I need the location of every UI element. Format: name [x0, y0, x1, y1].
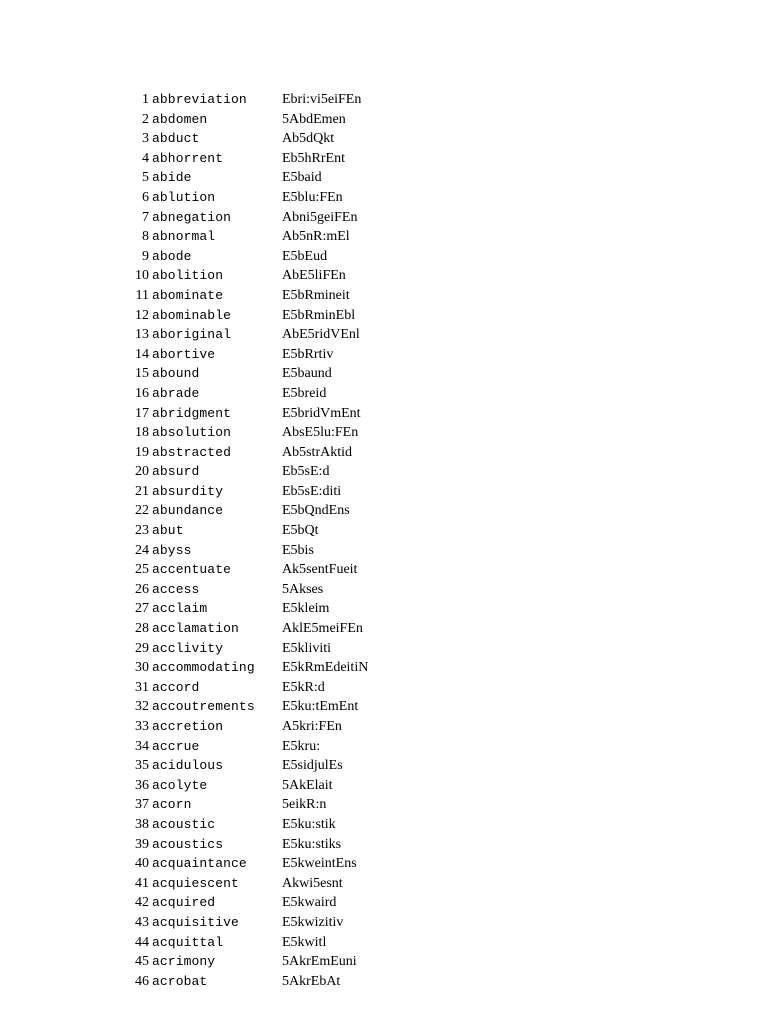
- entry-phonetic: E5bRrtiv: [282, 346, 334, 362]
- entry-word: abridgment: [152, 405, 232, 421]
- entry-number: 35: [135, 758, 149, 774]
- entry-word: abnegation: [152, 209, 232, 225]
- entry-number: 24: [135, 542, 149, 558]
- entry-number: 29: [135, 640, 149, 656]
- entry-number: 11: [135, 287, 149, 303]
- list-item: [118, 521, 418, 541]
- entry-word: abortive: [152, 346, 216, 362]
- list-item: [118, 247, 418, 267]
- entry-phonetic: E5ku:tEmEnt: [282, 699, 359, 715]
- entry-word: acoustics: [152, 836, 224, 852]
- entry-phonetic: E5kleim: [282, 601, 330, 617]
- entry-word: accord: [152, 679, 200, 695]
- entry-number: 37: [135, 797, 149, 813]
- entry-number: 36: [135, 777, 149, 793]
- entry-word: acquisitive: [152, 914, 239, 930]
- list-item: [118, 443, 418, 463]
- list-item: [118, 874, 418, 894]
- entry-word: aboriginal: [152, 327, 232, 343]
- list-item: [118, 90, 418, 110]
- entry-phonetic: 5AkrEbAt: [282, 973, 341, 989]
- entry-word: acolyte: [152, 777, 208, 793]
- entry-word: acorn: [152, 797, 192, 813]
- entry-phonetic: 5eikR:n: [282, 797, 327, 813]
- entry-number: 10: [135, 268, 149, 284]
- entry-phonetic: A5kri:FEn: [282, 719, 342, 734]
- entry-word: access: [152, 581, 200, 597]
- entry-word: acquiescent: [152, 875, 239, 891]
- entry-phonetic: E5sidjulEs: [282, 758, 343, 774]
- entry-phonetic: E5baid: [282, 170, 322, 186]
- entry-phonetic: E5bRmineit: [282, 287, 350, 303]
- list-item: [118, 541, 418, 561]
- list-item: [118, 149, 418, 169]
- entry-number: 19: [135, 444, 149, 460]
- entry-number: 8: [142, 229, 149, 245]
- list-item: [118, 893, 418, 913]
- list-item: [118, 208, 418, 228]
- entry-number: 12: [135, 307, 149, 323]
- entry-phonetic: Eb5sE:diti: [282, 483, 342, 499]
- entry-word: abominable: [152, 307, 232, 323]
- entry-number: 22: [135, 503, 149, 519]
- entry-phonetic: Ab5nR:mEl: [282, 229, 350, 245]
- list-item: [118, 913, 418, 933]
- entry-word: acquittal: [152, 934, 224, 950]
- entry-phonetic: E5bRminEbl: [282, 307, 356, 323]
- entry-number: 39: [135, 836, 149, 852]
- entry-word: accretion: [152, 719, 224, 734]
- entry-phonetic: AbE5liFEn: [282, 268, 346, 284]
- entry-number: 20: [135, 464, 149, 480]
- entry-phonetic: 5Akses: [282, 581, 324, 597]
- list-item: [118, 795, 418, 815]
- list-item: [118, 188, 418, 208]
- entry-number: 7: [142, 209, 149, 225]
- entry-phonetic: E5bQt: [282, 523, 319, 539]
- vocabulary-list: [118, 90, 418, 991]
- list-item: [118, 286, 418, 306]
- list-item: [118, 835, 418, 855]
- entry-phonetic: E5kru:: [282, 738, 321, 754]
- entry-phonetic: E5bQndEns: [282, 503, 350, 519]
- entry-phonetic: E5kwaird: [282, 895, 337, 911]
- entry-number: 33: [135, 719, 149, 734]
- list-item: [118, 737, 418, 757]
- entry-phonetic: E5kweintEns: [282, 856, 357, 872]
- list-item: [118, 560, 418, 580]
- entry-phonetic: Eb5sE:d: [282, 464, 330, 480]
- entry-word: abrade: [152, 385, 200, 401]
- entry-word: accommodating: [152, 660, 255, 676]
- list-item: [118, 129, 418, 149]
- entry-word: acoustic: [152, 816, 216, 832]
- list-item: [118, 952, 418, 972]
- list-item: [118, 756, 418, 776]
- entry-phonetic: 5AbdEmen: [282, 111, 346, 127]
- list-item: [118, 384, 418, 404]
- entry-number: 4: [142, 150, 149, 166]
- list-item: [118, 580, 418, 600]
- entry-word: abstracted: [152, 444, 232, 460]
- list-item: [118, 619, 418, 639]
- entry-phonetic: Akwi5esnt: [282, 875, 343, 891]
- entry-phonetic: Ak5sentFueit: [282, 562, 358, 578]
- entry-number: 5: [142, 170, 149, 186]
- entry-phonetic: AklE5meiFEn: [282, 621, 363, 637]
- entry-phonetic: Ebri:vi5eiFEn: [282, 92, 362, 107]
- list-item: [118, 854, 418, 874]
- list-item: [118, 501, 418, 521]
- entry-phonetic: AbsE5lu:FEn: [282, 425, 359, 441]
- list-item: [118, 972, 418, 992]
- entry-phonetic: E5kR:d: [282, 679, 325, 695]
- list-item: [118, 345, 418, 365]
- entry-number: 16: [135, 385, 149, 401]
- entry-number: 42: [135, 895, 149, 911]
- entry-word: abut: [152, 523, 184, 539]
- entry-number: 23: [135, 523, 149, 539]
- entry-number: 17: [135, 405, 149, 421]
- entry-number: 43: [135, 914, 149, 930]
- entry-phonetic: E5kliviti: [282, 640, 331, 656]
- entry-word: acrobat: [152, 973, 208, 989]
- list-item: [118, 639, 418, 659]
- entry-word: acclivity: [152, 640, 224, 656]
- entry-number: 34: [135, 738, 149, 754]
- list-item: [118, 658, 418, 678]
- entry-word: acrimony: [152, 954, 216, 970]
- entry-phonetic: E5kwizitiv: [282, 914, 344, 930]
- entry-number: 2: [142, 111, 149, 127]
- entry-number: 27: [135, 601, 149, 617]
- entry-word: absurd: [152, 464, 200, 480]
- entry-number: 38: [135, 816, 149, 832]
- entry-phonetic: AbE5ridVEnl: [282, 327, 360, 343]
- entry-word: absurdity: [152, 483, 224, 499]
- entry-phonetic: E5kwitl: [282, 934, 327, 950]
- entry-phonetic: E5breid: [282, 385, 327, 401]
- entry-number: 45: [135, 954, 149, 970]
- list-item: [118, 678, 418, 698]
- entry-word: abhorrent: [152, 150, 224, 166]
- entry-number: 40: [135, 856, 149, 872]
- list-item: [118, 266, 418, 286]
- list-item: [118, 423, 418, 443]
- list-item: [118, 168, 418, 188]
- entry-number: 26: [135, 581, 149, 597]
- entry-number: 30: [135, 660, 149, 676]
- entry-number: 21: [135, 483, 149, 499]
- entry-phonetic: E5blu:FEn: [282, 189, 343, 205]
- entry-word: absolution: [152, 425, 232, 441]
- list-item: [118, 776, 418, 796]
- entry-word: abyss: [152, 542, 192, 558]
- entry-word: abolition: [152, 268, 224, 284]
- entry-number: 46: [135, 973, 149, 989]
- list-item: [118, 697, 418, 717]
- entry-number: 18: [135, 425, 149, 441]
- entry-phonetic: E5bEud: [282, 248, 328, 264]
- list-item: [118, 933, 418, 953]
- entry-number: 6: [142, 189, 149, 205]
- entry-word: abominate: [152, 287, 224, 303]
- entry-word: abbreviation: [152, 92, 247, 107]
- entry-word: ablution: [152, 189, 216, 205]
- entry-number: 15: [135, 366, 149, 382]
- list-item: [118, 306, 418, 326]
- entry-word: abide: [152, 170, 192, 186]
- entry-phonetic: E5ku:stiks: [282, 836, 342, 852]
- entry-word: abode: [152, 248, 192, 264]
- entry-phonetic: Eb5hRrEnt: [282, 150, 345, 166]
- list-item: [118, 482, 418, 502]
- list-item: [118, 815, 418, 835]
- entry-word: accrue: [152, 738, 200, 754]
- entry-number: 9: [142, 248, 149, 264]
- entry-word: acquaintance: [152, 856, 247, 872]
- entry-phonetic: Abni5geiFEn: [282, 209, 358, 225]
- list-item: [118, 717, 418, 737]
- entry-word: acidulous: [152, 758, 224, 774]
- entry-phonetic: E5bis: [282, 542, 314, 558]
- entry-number: 13: [135, 327, 149, 343]
- entry-number: 3: [142, 131, 149, 147]
- list-item: [118, 462, 418, 482]
- entry-number: 1: [142, 92, 149, 107]
- list-item: [118, 599, 418, 619]
- entry-word: abduct: [152, 131, 200, 147]
- entry-word: abnormal: [152, 229, 216, 245]
- entry-phonetic: E5baund: [282, 366, 332, 382]
- list-item: [118, 110, 418, 130]
- entry-number: 28: [135, 621, 149, 637]
- entry-word: acquired: [152, 895, 216, 911]
- entry-word: acclamation: [152, 621, 239, 637]
- entry-number: 44: [135, 934, 149, 950]
- list-item: [118, 325, 418, 345]
- entry-number: 14: [135, 346, 149, 362]
- entry-word: abdomen: [152, 111, 208, 127]
- entry-word: acclaim: [152, 601, 208, 617]
- entry-phonetic: Ab5dQkt: [282, 131, 335, 147]
- entry-word: abundance: [152, 503, 224, 519]
- entry-phonetic: E5ku:stik: [282, 816, 336, 832]
- entry-number: 25: [135, 562, 149, 578]
- entry-phonetic: E5kRmEdeitiN: [282, 660, 369, 676]
- entry-number: 41: [135, 875, 149, 891]
- entry-number: 31: [135, 679, 149, 695]
- list-item: [118, 404, 418, 424]
- entry-phonetic: 5AkrEmEuni: [282, 954, 357, 970]
- entry-number: 32: [135, 699, 149, 715]
- entry-phonetic: 5AkElait: [282, 777, 333, 793]
- list-item: [118, 227, 418, 247]
- entry-word: accentuate: [152, 562, 232, 578]
- entry-word: abound: [152, 366, 200, 382]
- entry-word: accoutrements: [152, 699, 255, 715]
- entry-phonetic: E5bridVmEnt: [282, 405, 361, 421]
- list-item: [118, 364, 418, 384]
- entry-phonetic: Ab5strAktid: [282, 444, 352, 460]
